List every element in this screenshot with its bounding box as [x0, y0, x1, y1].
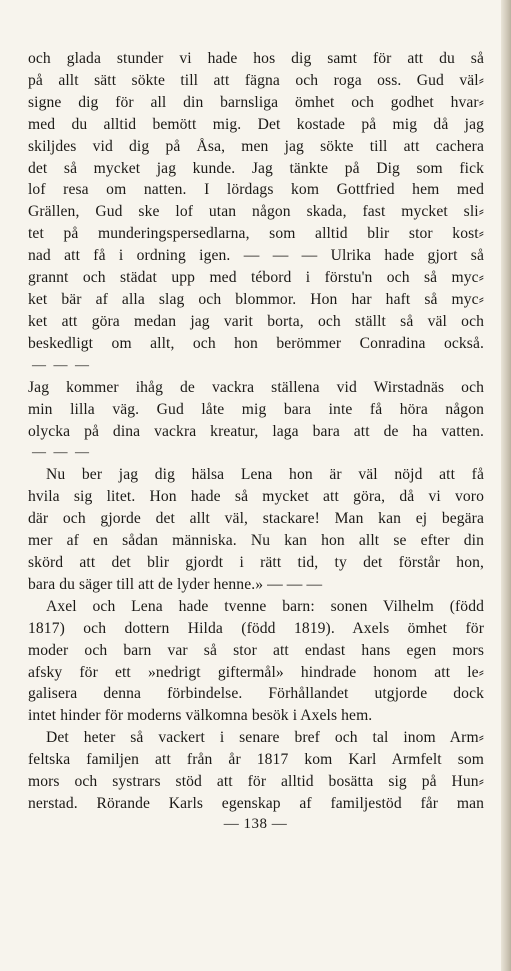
text-line: beskedligt om allt, och hon berömmer Conradina också. [28, 334, 484, 352]
text-line: Jag kommer ihåg de vackra ställena vid Wirstadnäs och [28, 378, 484, 396]
paragraph [28, 727, 484, 815]
text-line: med du alltid bemött mig. Det kostade på mig då jag [28, 115, 484, 133]
text-line: signe dig för all din barnsliga ömhet och godhet hvar⸗ [28, 93, 484, 111]
text-line: nerstad. Rörande Karls egenskap af familjestöd får man [28, 795, 484, 812]
page-number: — 138 — [223, 816, 288, 832]
text-line: olycka på dina vackra kreatur, laga bara att de ha vatten. [28, 422, 484, 440]
text-line: intet hinder för moderns välkomna besök i Axels hem. [28, 707, 373, 725]
text-line: Nu ber jag dig hälsa Lena hon är väl nöjd att få [46, 466, 484, 484]
paragraph [28, 48, 484, 355]
text-line: det så mycket jag kunde. Jag tänkte på Dig som fick [28, 159, 484, 177]
paragraph [28, 377, 484, 443]
text-line: grannt och städat upp med tébord i förstu'n och så myc⸗ [28, 269, 484, 287]
section-separator: — — — [32, 357, 91, 373]
text-line: skörd att det blir gjordt i rätt tid, ty det förstår hon, [28, 554, 484, 572]
text-line: och glada stunder vi hade hos dig samt för att du så [28, 50, 484, 67]
text-line: mer af en sådan människa. Nu kan hon allt se efter din [28, 532, 484, 550]
text-line: Det heter så vackert i senare bref och tal inom Arm⸗ [46, 729, 484, 747]
text-line: ket att göra medan jag varit borta, och ställt så väl och [28, 312, 484, 330]
text-line: feltska familjen att från år 1817 kom Karl Armfelt som [28, 751, 484, 769]
section-separator: — — — [32, 445, 91, 461]
text-line: skiljdes vid dig på Åsa, men jag sökte till att cachera [28, 137, 484, 155]
text-line: mors och systrars stöd att för alltid bosätta sig på Hun⸗ [28, 773, 484, 791]
text-line: min lilla väg. Gud låte mig bara inte få höra någon [28, 400, 484, 418]
text-line: Grällen, Gud ske lof utan någon skada, fast mycket sli⸗ [28, 203, 484, 221]
text-line: moder och barn var så stor att endast hans egen mors [28, 641, 484, 659]
text-line: där och gjorde det allt väl, stackare! Man kan ej begära [28, 510, 484, 528]
text-line: nad att få i ordning igen. — — — Ulrika hade gjort så [28, 247, 484, 265]
text-line: tet på munderingspersedlarna, som alltid blir stor kost⸗ [28, 225, 484, 243]
body-text [28, 48, 484, 815]
text-line: hvila sig litet. Hon hade så mycket att göra, då vi voro [28, 488, 484, 506]
text-line: ket bär af alla slag och blommor. Hon har haft så myc⸗ [28, 290, 484, 308]
paragraph [28, 596, 484, 727]
text-line: galisera denna förbindelse. Förhållandet utgjorde dock [28, 685, 484, 703]
text-line: lof resa om natten. I lördags kom Gottfried hem med [28, 181, 484, 199]
text-line: på allt sätt sökte till att fägna och roga oss. Gud väl⸗ [28, 71, 484, 89]
text-line: Axel och Lena hade tvenne barn: sonen Vilhelm (född [46, 597, 484, 615]
text-line: 1817) och dottern Hilda (född 1819). Axels ömhet för [28, 619, 484, 637]
paragraph [28, 464, 484, 595]
text-line: afsky för ett »nedrigt giftermål» hindrade honom att le⸗ [28, 663, 484, 681]
text-line: bara du säger till att de lyder henne.» — — — [28, 575, 323, 593]
